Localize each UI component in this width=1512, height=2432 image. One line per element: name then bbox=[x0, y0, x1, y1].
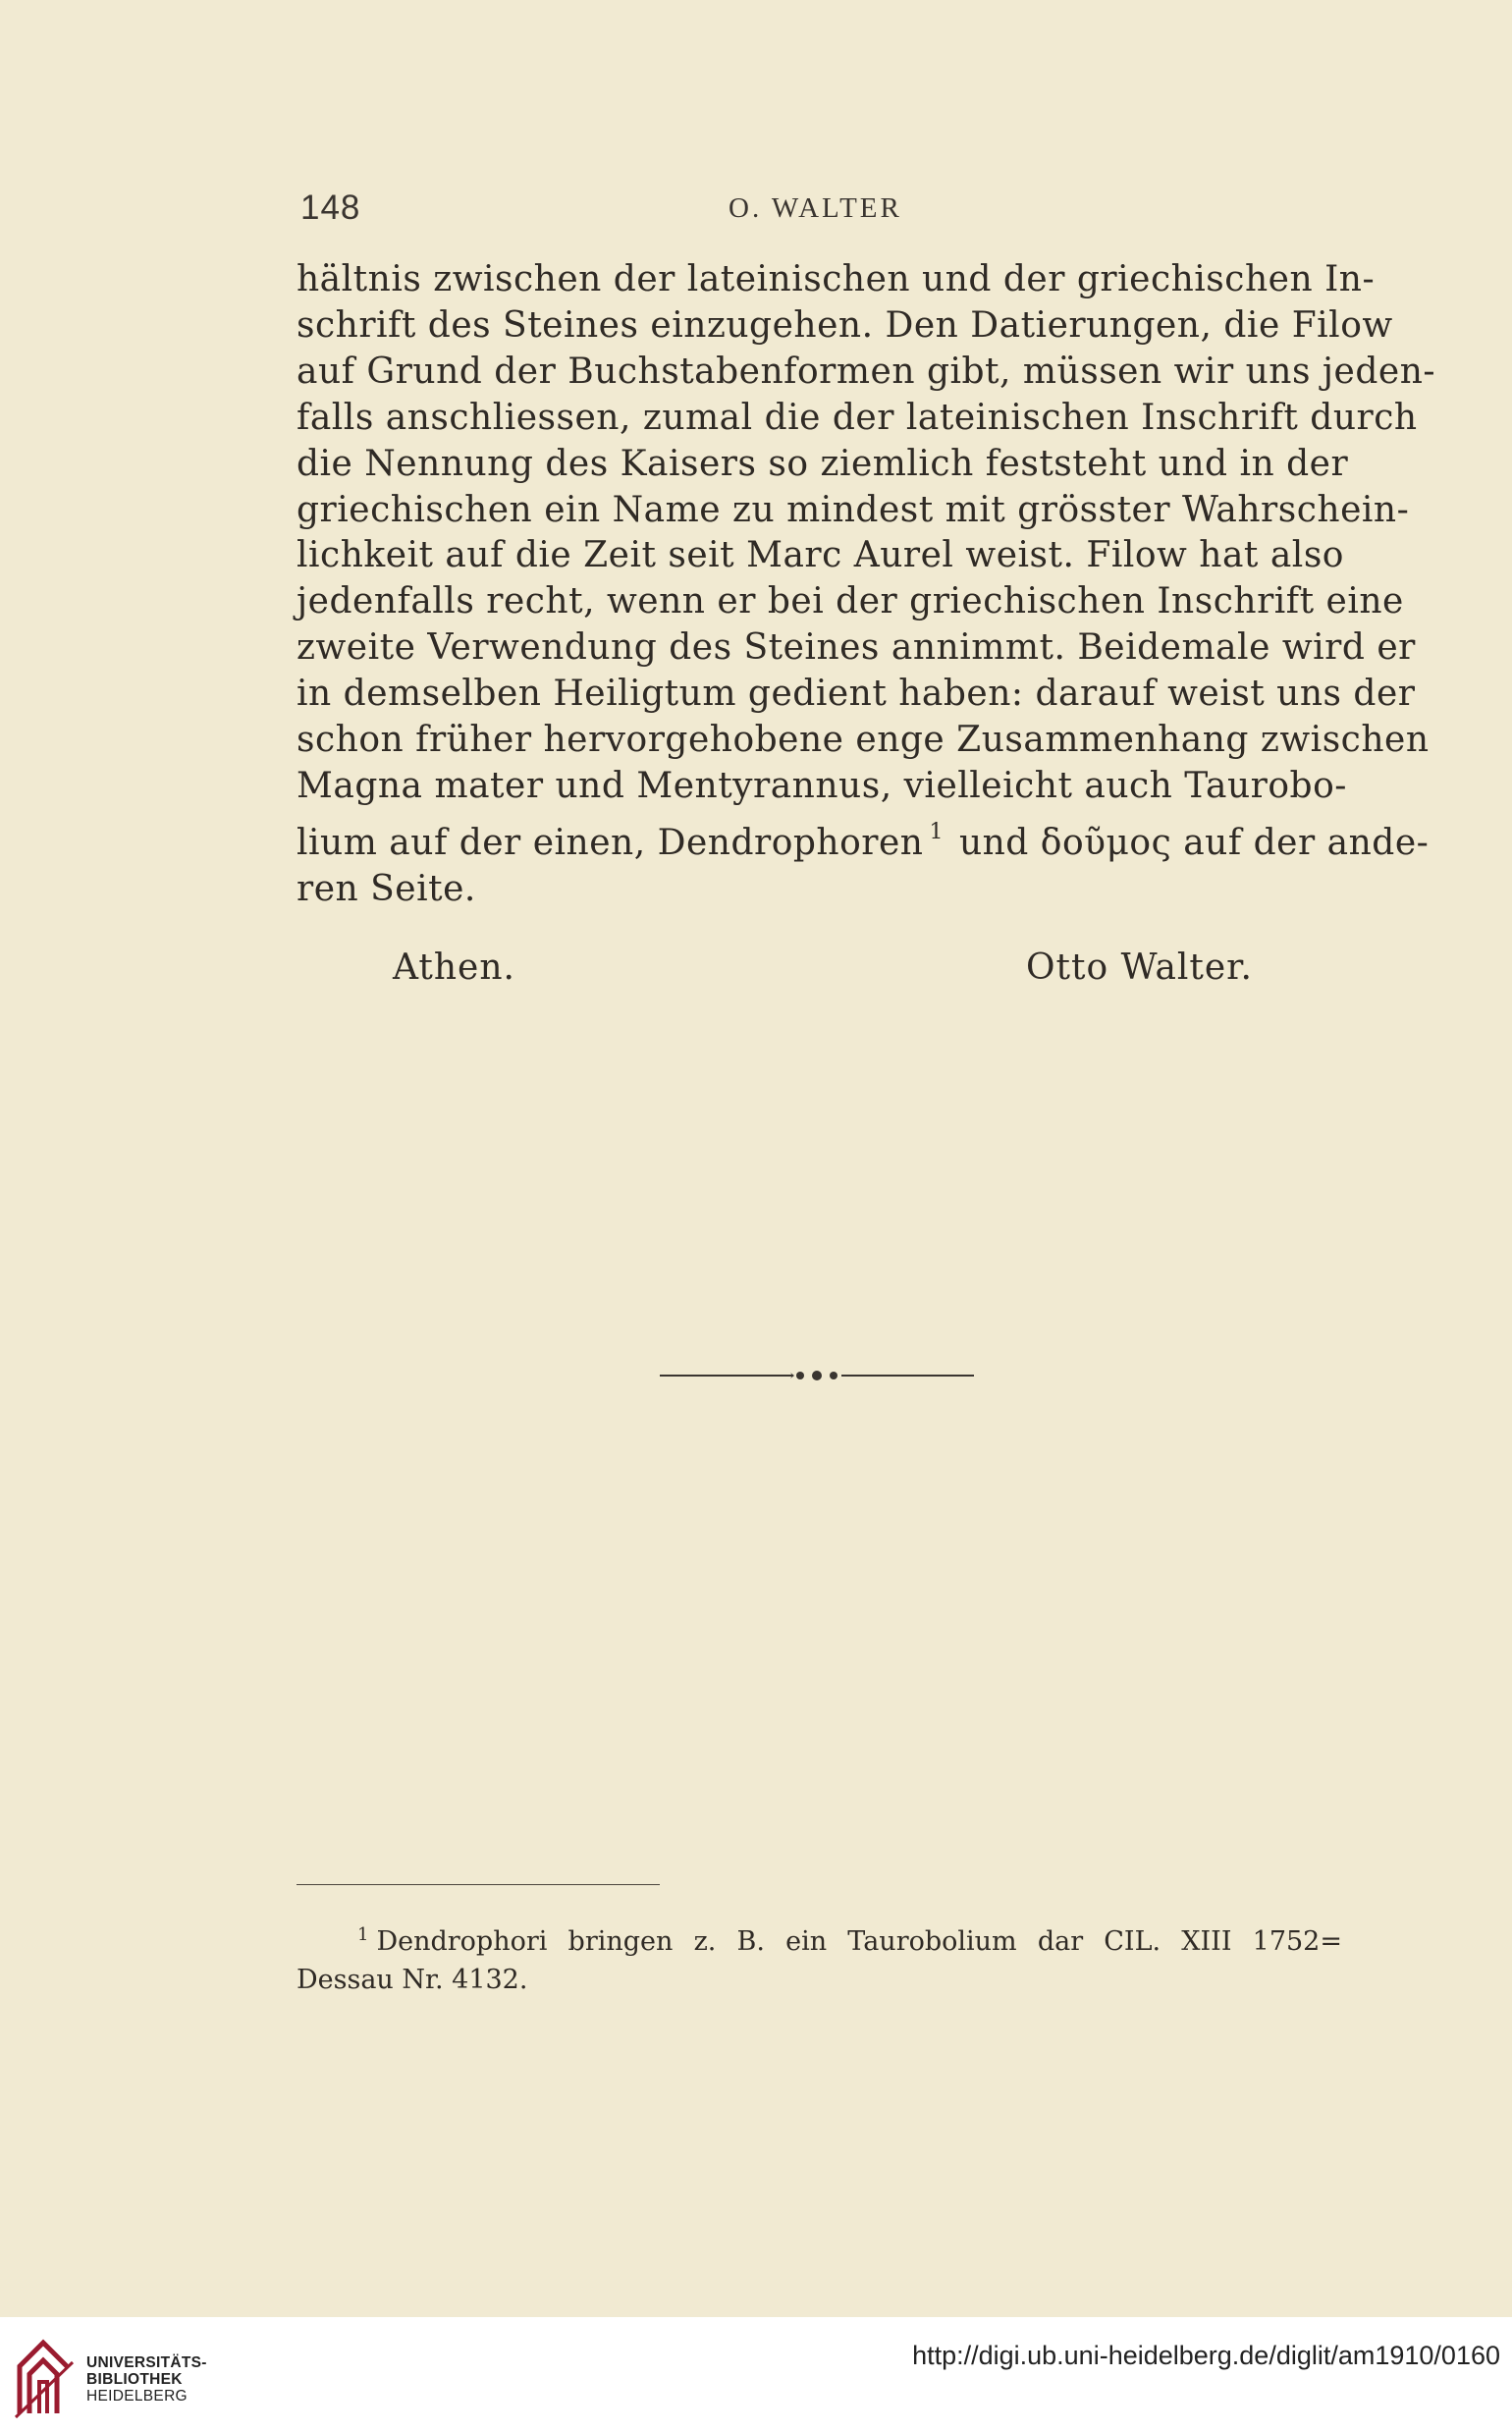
footnote bbox=[297, 1916, 1342, 1999]
text-line: Magna mater und Mentyrannus, vielleicht auch Taurobo- bbox=[297, 765, 1347, 806]
text-line: jedenfalls recht, wenn er bei der griechischen Inschrift eine bbox=[297, 581, 1404, 622]
text-line: die Nennung des Kaisers so ziemlich feststeht und in der bbox=[297, 443, 1349, 484]
source-url-link[interactable]: http://digi.ub.uni-heidelberg.de/diglit/am1910/0160 bbox=[912, 2341, 1500, 2370]
text-line: in demselben Heiligtum gedient haben: darauf weist uns der bbox=[297, 674, 1416, 715]
footnote-text: Dendrophori bringen z. B. ein Taurobolium dar CIL. XIII 1752= bbox=[376, 1926, 1342, 1957]
text-line: falls anschliessen, zumal die der lateinischen Inschrift durch bbox=[297, 397, 1418, 438]
running-head: O. WALTER bbox=[729, 192, 902, 224]
text-line: griechischen ein Name zu mindest mit grösster Wahrschein- bbox=[297, 489, 1410, 530]
text-line: auf Grund der Buchstabenformen gibt, müssen wir uns jeden- bbox=[297, 351, 1436, 392]
text-line: hältnis zwischen der lateinischen und der griechischen In- bbox=[297, 259, 1376, 299]
page-header bbox=[297, 189, 1352, 238]
footnote-separator bbox=[297, 1884, 660, 1885]
body-text bbox=[297, 257, 1436, 913]
section-end-ornament bbox=[660, 1367, 974, 1382]
page-number: 148 bbox=[300, 189, 361, 227]
footnote-line bbox=[297, 1916, 1342, 1961]
logo-line: HEIDELBERG bbox=[86, 2388, 188, 2405]
text-segment: lium auf der einen, Dendrophoren bbox=[297, 822, 924, 863]
logo-line: UNIVERSITÄTS- bbox=[86, 2354, 207, 2371]
signoff-author: Otto Walter. bbox=[1026, 947, 1253, 988]
digitization-footer bbox=[0, 2317, 1512, 2432]
logo-line: BIBLIOTHEK bbox=[86, 2371, 183, 2388]
text-line: lichkeit auf die Zeit seit Marc Aurel weist. Filow hat also bbox=[297, 535, 1344, 576]
footnote-line: Dessau Nr. 4132. bbox=[297, 1965, 528, 1995]
signoff-place: Athen. bbox=[393, 947, 515, 988]
text-line: schon früher hervorgehobene enge Zusammenhang zwischen bbox=[297, 720, 1430, 761]
text-line: zweite Verwendung des Steines annimmt. Beidemale wird er bbox=[297, 627, 1416, 669]
text-line: schrift des Steines einzugehen. Den Datierungen, die Filow bbox=[297, 304, 1393, 346]
text-segment: und δοῦμος auf der ande- bbox=[958, 822, 1430, 863]
library-logo-icon bbox=[14, 2333, 77, 2419]
text-line-with-footnote bbox=[297, 810, 1430, 867]
footnote-reference: 1 bbox=[929, 819, 944, 844]
library-logo-text bbox=[86, 2354, 207, 2405]
footnote-number: 1 bbox=[357, 1924, 369, 1945]
text-line: ren Seite. bbox=[297, 868, 476, 909]
